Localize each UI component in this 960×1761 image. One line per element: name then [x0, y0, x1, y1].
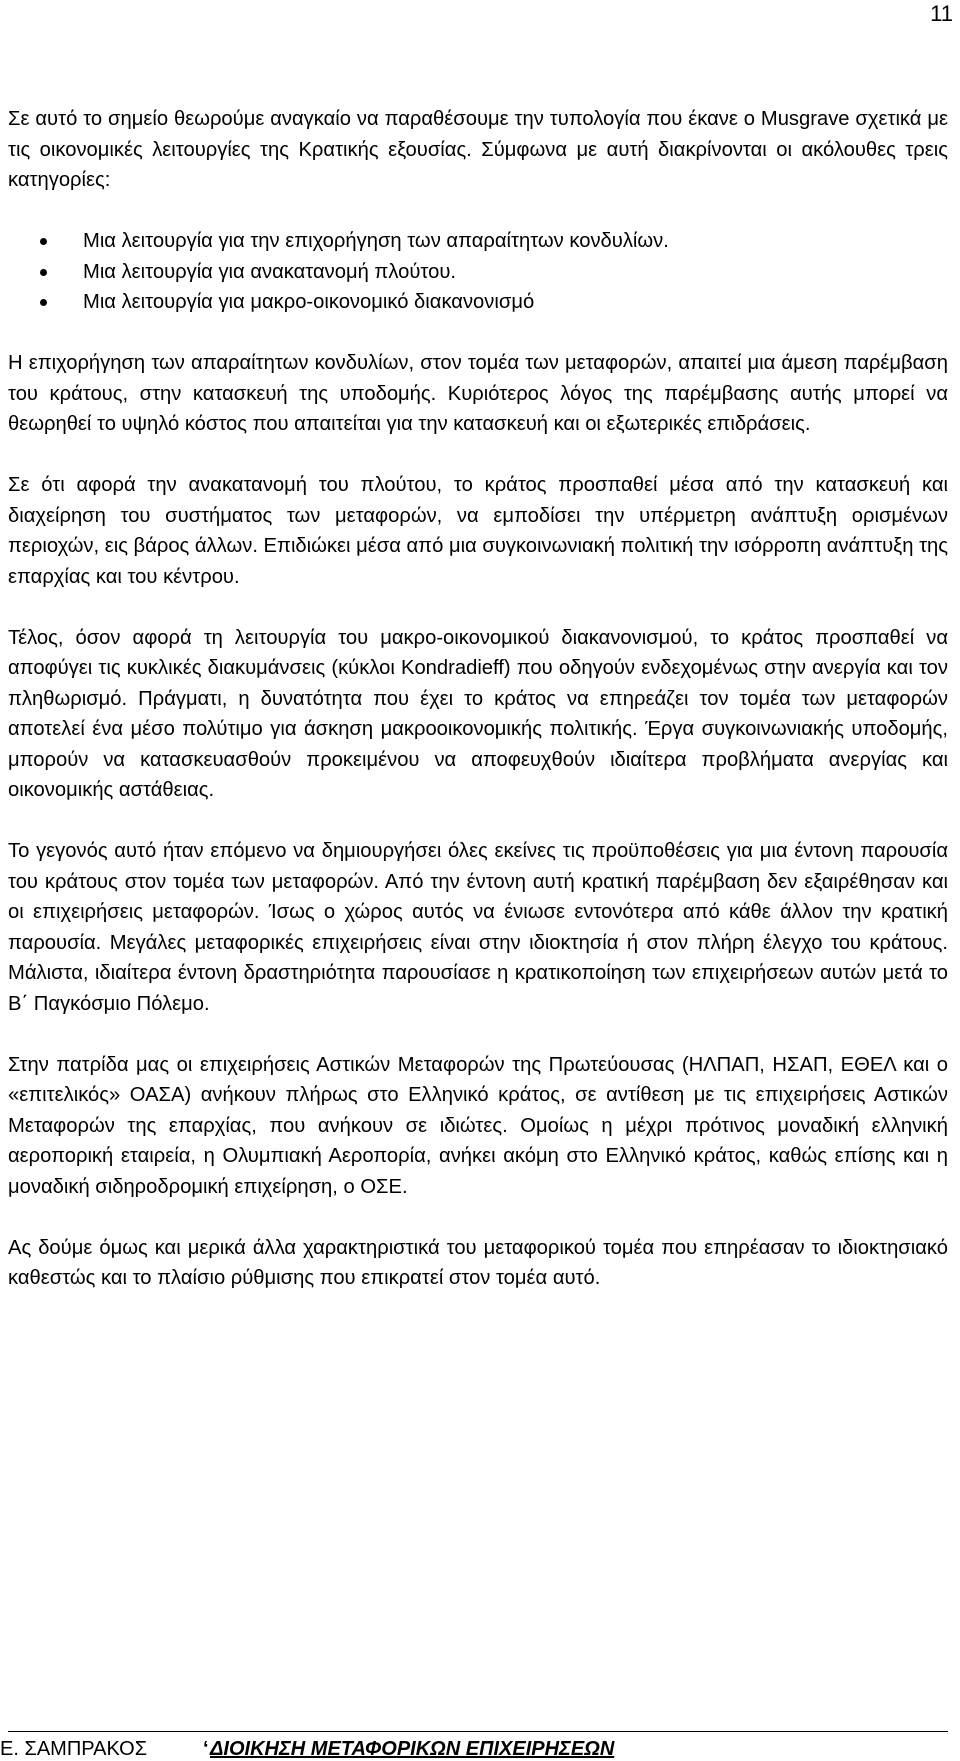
footer-title: ΔΙΟΙΚΗΣΗ ΜΕΤΑΦΟΡΙΚΩΝ ΕΠΙΧΕΙΡΗΣΕΩΝ: [210, 1738, 615, 1760]
bullet-dot-icon: [40, 238, 47, 245]
spacer: [8, 592, 948, 623]
footer-divider: [8, 1731, 948, 1732]
bullet-dot-icon: [40, 269, 47, 276]
body-paragraph: Τέλος, όσον αφορά τη λειτουργία του μακρο-οικονομικού διακανονισμού, το κράτος προσπαθεί να αποφύγει τις κυκλικές διακυμάνσεις (κύκλοι Kondradieff) που οδηγούν ενδεχομένως στην ανεργία και τον πληθωρισμό. Πράγματι, η δυνατότητα που έχει το κράτος να επηρεάζει τον τομέα των μεταφορών αποτελεί ένα μέσο πολύτιμο για άσκηση μακροοικονομικής πολιτικής. Έργα συγκοινωνιακής υποδομής, μπορούν να κατασκευασθούν προκειμένου να αποφευχθούν ιδιαίτερα προβλήματα ανεργίας και οικονομικής αστάθειας.: [8, 626, 948, 801]
spacer: [8, 1202, 948, 1233]
bullet-dot-icon: [40, 299, 47, 306]
spacer: [8, 1019, 948, 1050]
footer-title-quote: ‘: [203, 1738, 209, 1760]
bullet-item: Μια λειτουργία για την επιχορήγηση των απαραίτητων κονδυλίων.: [8, 226, 948, 257]
body-paragraph: Στην πατρίδα μας οι επιχειρήσεις Αστικών Μεταφορών της Πρωτεύουσας (ΗΛΠΑΠ, ΗΣΑΠ, ΕΘΕΛ και ο «επιτελικός» ΟΑΣΑ) ανήκουν πλήρως στο Ελληνικό κράτος, σε αντίθεση με τις επιχειρήσεις Αστικών Μεταφορών της επαρχίας, που ανήκουν σε ιδιώτες. Ομοίως η μέχρι πρότινος μοναδική ελληνική αεροπορική εταιρεία, η Ολυμπιακή Αεροπορία, ανήκει ακόμη στο Ελληνικό κράτος, καθώς επίσης και η μοναδική σιδηροδρομική επιχείρηση, ο ΟΣΕ.: [8, 1053, 948, 1198]
footer-author: Ε. ΣΑΜΠΡΑΚΟΣ: [0, 1738, 148, 1760]
intro-paragraph: Σε αυτό το σημείο θεωρούμε αναγκαίο να παραθέσουμε την τυπολογία που έκανε ο Musgrave σχετικά με τις οικονομικές λειτουργίες της Κρατικής εξουσίας. Σύμφωνα με αυτή διακρίνονται οι ακόλουθες τρεις κατηγορίες:: [8, 108, 948, 191]
body-paragraph: Σε ότι αφορά την ανακατανομή του πλούτου, το κράτος προσπαθεί μέσα από την κατασκευή και διαχείρηση του συστήματος των μεταφορών, να εμποδίσει την υπέρμετρη ανάπτυξη ορισμένων περιοχών, εις βάρος άλλων. Επιδιώκει μέσα από μια συγκοινωνιακή πολιτική την ισόρροπη ανάπτυξη της επαρχίας και του κέντρου.: [8, 474, 948, 588]
bullet-item: Μια λειτουργία για ανακατανομή πλούτου.: [8, 257, 948, 288]
body-paragraph: Το γεγονός αυτό ήταν επόμενο να δημιουργήσει όλες εκείνες τις προϋποθέσεις για μια έντονη παρουσία του κράτους στον τομέα των μεταφορών. Από την έντονη αυτή κρατική παρέμβαση δεν εξαιρέθησαν και οι επιχειρήσεις μεταφορών. Ίσως ο χώρος αυτός να ένιωσε εντονότερα από κάθε άλλον την κρατική παρουσία. Μεγάλες μεταφορικές επιχειρήσεις είναι στην ιδιοκτησία ή στον πλήρη έλεγχο του κράτους. Μάλιστα, ιδιαίτερα έντονη δραστηριότητα παρουσίασε η κρατικοποίηση των επιχειρήσεων αυτών μετά το Β΄ Παγκόσμιο Πόλεμο.: [8, 840, 948, 1015]
bullet-list: [8, 226, 948, 318]
page-number: 11: [930, 1, 953, 26]
spacer: [8, 440, 948, 471]
spacer: [8, 196, 948, 227]
spacer: [8, 806, 948, 837]
body-paragraph: Η επιχορήγηση των απαραίτητων κονδυλίων, στον τομέα των μεταφορών, απαιτεί μια άμεση παρέμβαση του κράτους, στην κατασκευή της υποδομής. Κυριότερος λόγος της παρέμβασης αυτής μπορεί να θεωρηθεί το υψηλό κόστος που απαιτείται για την κατασκευή και οι εξωτερικές επιδράσεις.: [8, 352, 948, 435]
page-footer: [0, 1737, 960, 1761]
bullet-item: Μια λειτουργία για μακρο-οικονομικό διακανονισμό: [8, 287, 948, 318]
body-paragraph: Ας δούμε όμως και μερικά άλλα χαρακτηριστικά του μεταφορικού τομέα που επηρέασαν το ιδιοκτησιακό καθεστώς και το πλαίσιο ρύθμισης που επικρατεί στον τομέα αυτό.: [8, 1236, 948, 1289]
document-body: [8, 104, 948, 1294]
spacer: [8, 318, 948, 349]
